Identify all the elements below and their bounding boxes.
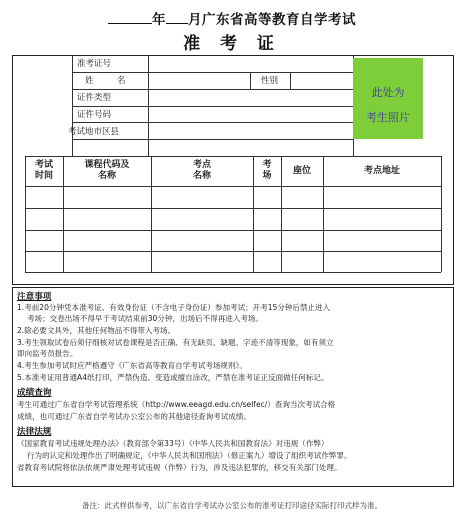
header-site-address: 考点地址 (363, 166, 400, 176)
photo-placeholder (353, 58, 423, 139)
row-divider (72, 72, 353, 73)
table-bottom-border (25, 272, 441, 273)
notes-heading: 注意事项 (17, 292, 52, 302)
col-divider (250, 72, 251, 89)
name-label-part1: 姓 (85, 76, 94, 86)
table-top-border (25, 156, 441, 157)
law-line: 省教育考试院将依法依规严肃处理考试违规（作弊）行为，涉及违法犯罪的，移交有关部门处理。 (17, 463, 342, 472)
table-header-bottom (25, 186, 441, 187)
month-blank (166, 11, 188, 24)
photo-text-line2: 考生照片 (366, 111, 410, 124)
table-row-divider (25, 230, 441, 231)
law-line: 行为的认定和处理作出了明确规定，《中华人民共和国刑法》（修正案九）增设了组织考试作弊罪。 (27, 451, 352, 460)
law-heading: 法律法规 (17, 427, 52, 437)
note-line: 3.考生领取试卷后须仔细核对试卷课程是否正确、有无缺页、缺题、字迹不清等现象，如有须立 (17, 338, 334, 347)
table-row-divider (25, 208, 441, 209)
ticket-number-label: 准考证号 (77, 59, 112, 69)
law-line: 《国家教育考试违规处理办法》（教育部令第33号）《中华人民共和国教育法》对违规（作弊） (17, 439, 329, 448)
note-line: 4.考生参加考试时应严格遵守《广东省高等教育自学考试考场规则》。 (17, 361, 247, 370)
footnote: 备注：此式样供参考，以广东省自学考试办公室公布的准考证打印途径实际打印式样为准。 (82, 501, 382, 510)
table-row-divider (25, 251, 441, 252)
score-line: 成绩，也可通过广东省自学考试办公室公布的其他途径查询考试成绩。 (17, 412, 251, 421)
note-line: 1.考前20分钟凭本准考证、有效身份证（不含电子身份证）参加考试；开考15分钟后禁止进入 (17, 303, 331, 312)
header-seat: 座位 (292, 166, 311, 176)
admission-ticket-card (12, 55, 454, 285)
note-line: 考场；交卷出场不得早于考试结束前30分钟，出场后不得再进入考场。 (27, 314, 264, 323)
year-blank (108, 11, 152, 24)
score-query-heading: 成绩查询 (17, 388, 52, 398)
row-divider (72, 122, 353, 123)
gender-label: 性别 (261, 76, 279, 86)
name-label-part2: 名 (117, 76, 126, 86)
col-divider (290, 72, 291, 89)
id-number-label: 证件号码 (77, 110, 112, 120)
score-line: 考生可通过广东省自学考试管理系统（http://www.eeagd.edu.cn/selfec/）查询当次考试合格 (17, 400, 336, 409)
note-line: 5.本准考证用普通A4纸打印，严禁伪造、变造或擅自涂改，严禁在准考证正反面做任何标记。 (17, 373, 329, 382)
session-name: 月广东省高等教育自学考试 (188, 12, 356, 28)
year-label: 年 (152, 12, 166, 28)
note-line: 即向监考员报告。 (17, 349, 78, 358)
exam-session-title (0, 8, 464, 28)
page-title: 准 考 证 (183, 34, 281, 54)
col-divider (72, 56, 73, 156)
row-divider (72, 106, 353, 107)
header (0, 0, 464, 52)
row-divider (72, 139, 353, 140)
row-divider (72, 89, 353, 90)
header-exam-site: 考点 名称 (192, 160, 211, 181)
header-course: 课程代码及 名称 (84, 160, 130, 181)
exam-area-label: 考试地市区县 (68, 127, 120, 137)
photo-text-line1: 此处为 (371, 86, 405, 99)
header-exam-room: 考 场 (262, 160, 272, 181)
id-type-label: 证件类型 (77, 93, 112, 103)
note-line: 2.除必要文具外，其他任何物品不得带入考场。 (17, 326, 176, 335)
notes-section (12, 287, 454, 487)
table-right-border (441, 156, 442, 272)
header-exam-time: 考试 时间 (34, 160, 53, 181)
col-divider (148, 56, 149, 156)
